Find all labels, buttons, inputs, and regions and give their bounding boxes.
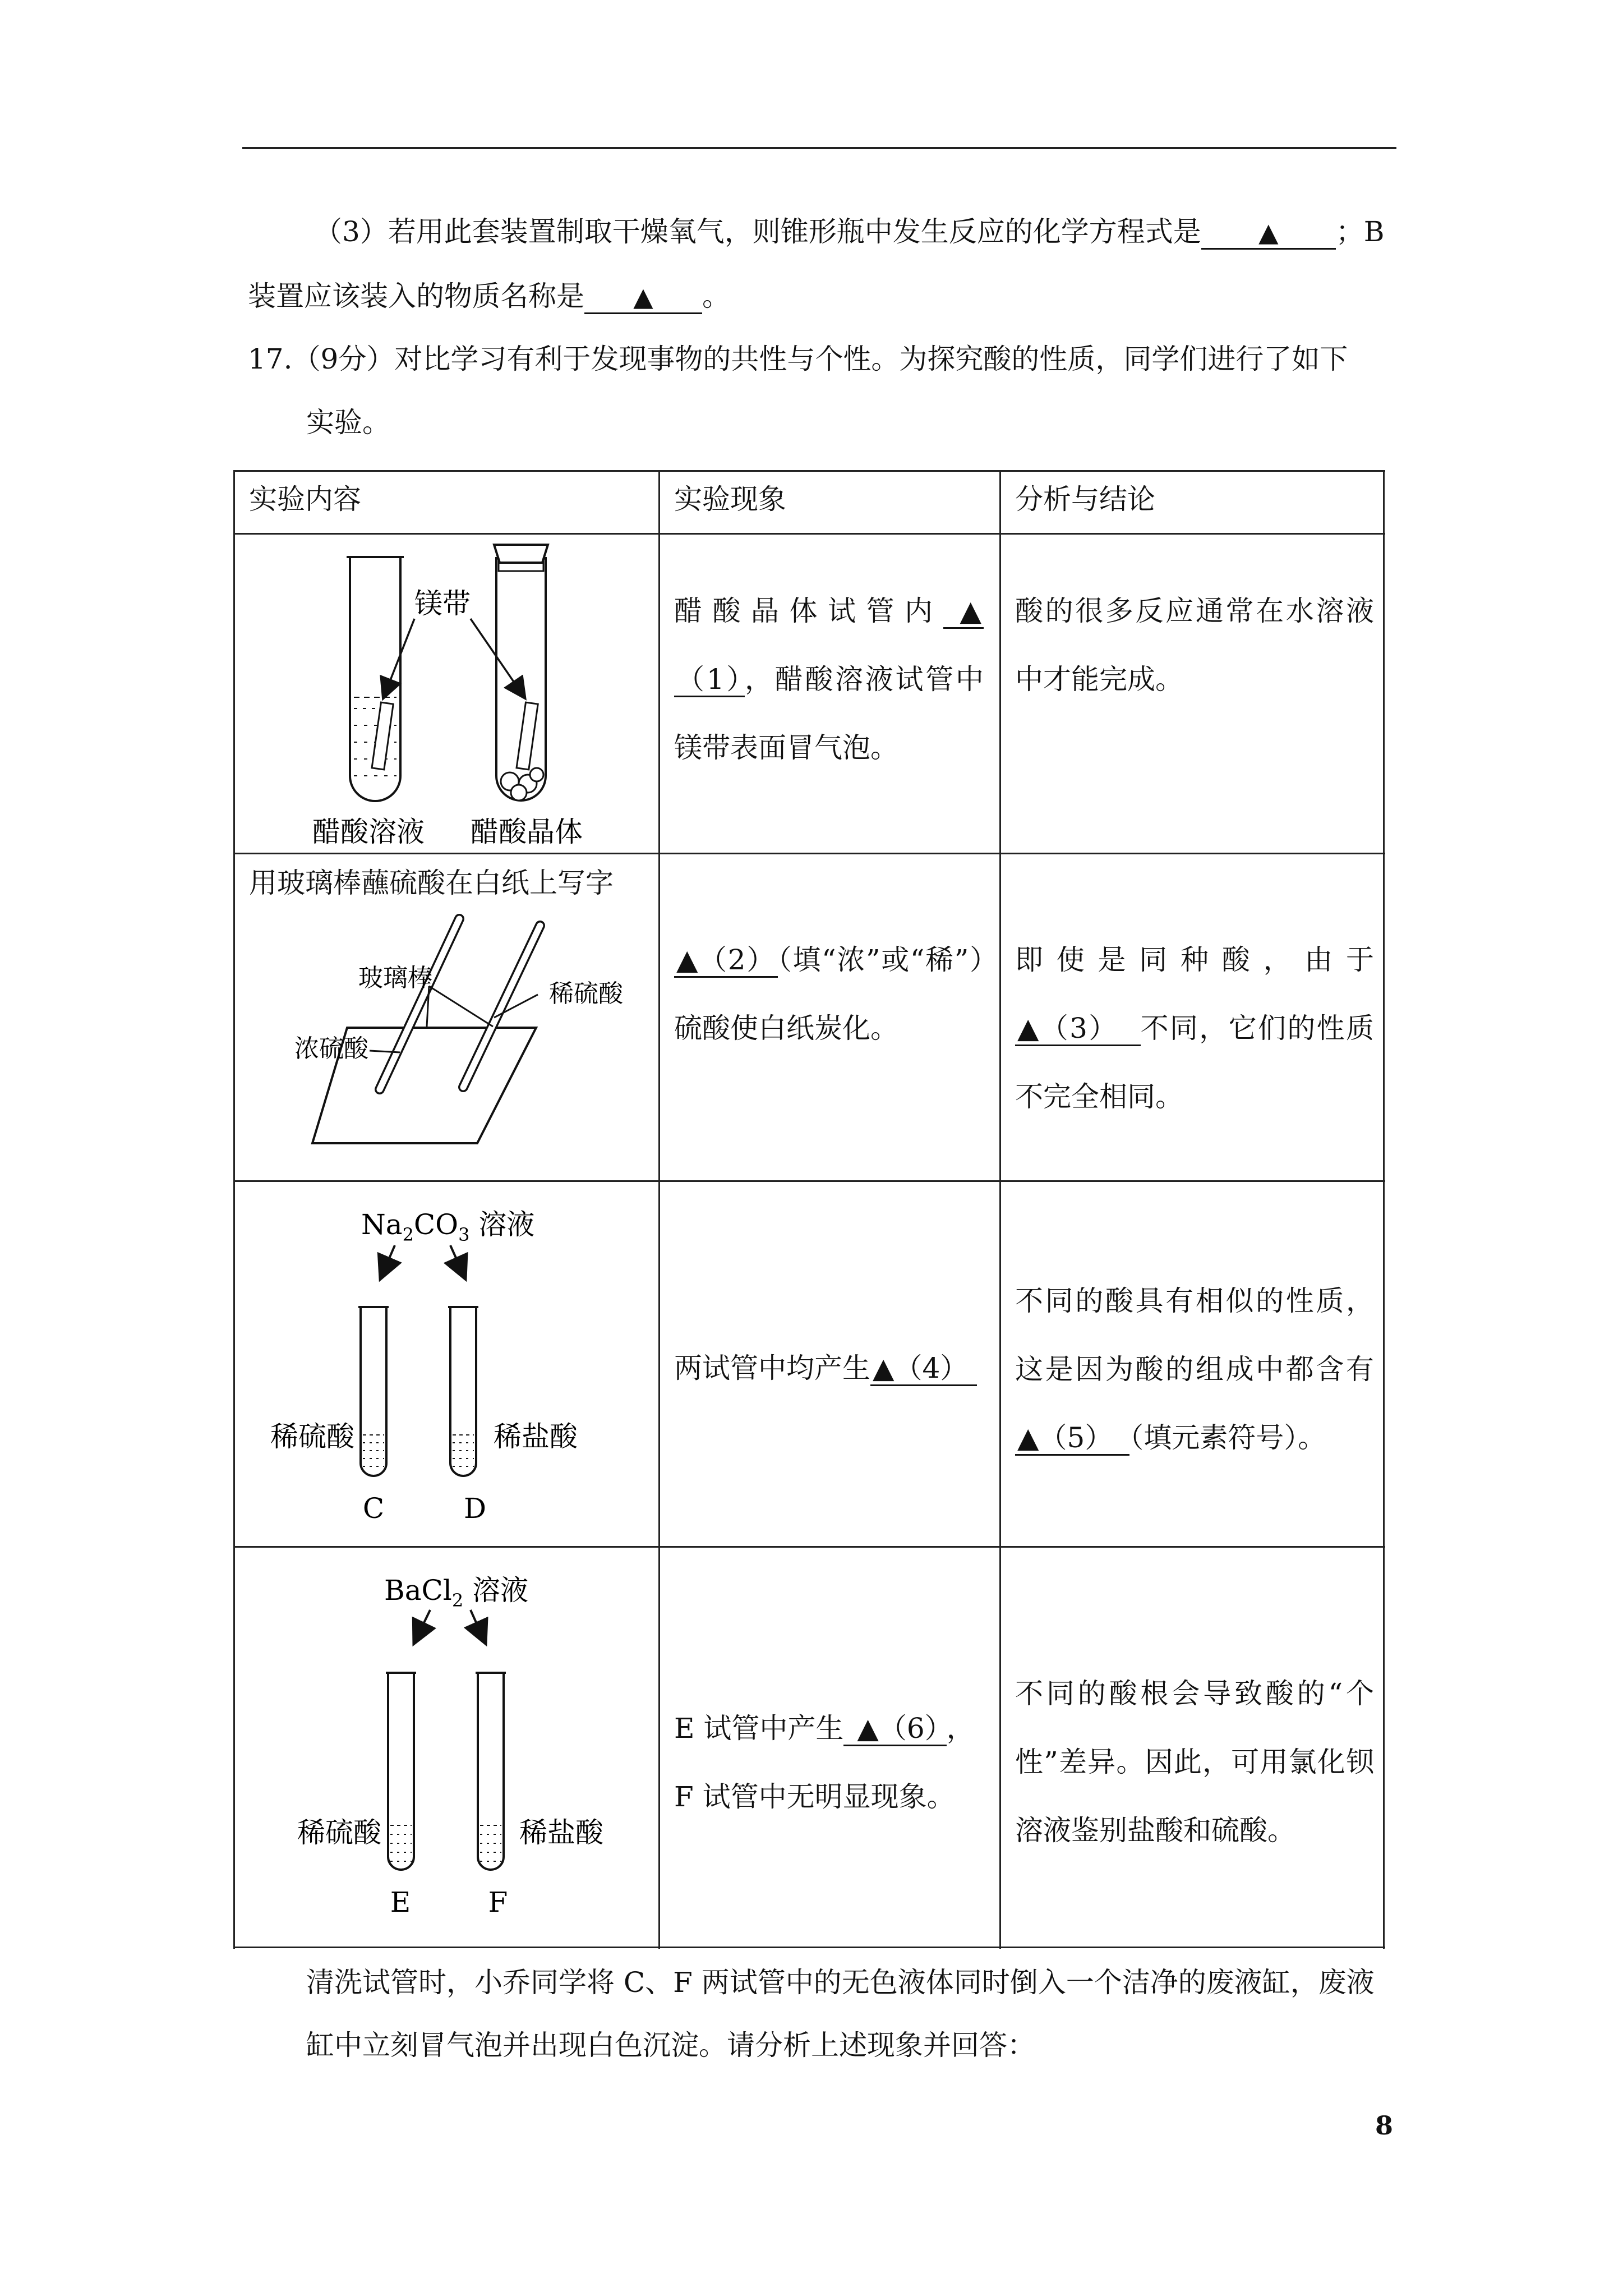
magnesium-ribbon-icon [372, 702, 393, 770]
followup-line1: 清洗试管时，小乔同学将 C、F 两试管中的无色液体同时倒入一个洁净的废液缸，废液 [306, 1966, 1375, 1999]
dilute-sulfuric-label: 稀硫酸 [297, 1816, 381, 1849]
barium-chloride-figure [235, 1548, 658, 1945]
page-number: 8 [1375, 2110, 1394, 2141]
row1-conclusion: 酸的很多反应通常在水溶液中才能完成。 [1015, 595, 1374, 696]
tube-d-label: D [463, 1492, 487, 1525]
header-content: 实验内容 [249, 483, 361, 516]
followup-line2: 缸中立刻冒气泡并出现白色沉淀。请分析上述现象并回答： [306, 2029, 1035, 2062]
magnesium-tube-figure [235, 535, 658, 852]
test-tube-icon [386, 1673, 416, 1870]
stopper-icon [494, 545, 548, 563]
tube-c-label: C [362, 1492, 385, 1525]
q17-intro-line2: 实验。 [306, 406, 390, 439]
q16-3-line2: 装置应该装入的物质名称是 ▲ 。 [248, 279, 730, 314]
answer-blank: ▲（4） [870, 1352, 977, 1386]
row3-conclusion: 不同的酸具有相似的性质，这是因为酸的组成中都含有▲（5） （填元素符号）。 [1015, 1267, 1374, 1472]
q17-intro-line1: 17.（9分）对比学习有利于发现事物的共性与个性。为探究酸的性质，同学们进行了如下 [248, 343, 1348, 375]
answer-blank: ▲ [1201, 216, 1336, 250]
dilute-hydrochloric-label: 稀盐酸 [519, 1816, 603, 1849]
tube-e-label: E [390, 1886, 411, 1918]
sodium-carbonate-figure [235, 1182, 658, 1545]
tube-f-label: F [488, 1886, 508, 1918]
test-tube-icon [358, 1307, 389, 1476]
answer-blank: ▲（5） [1015, 1421, 1129, 1456]
dilute-hydrochloric-label: 稀盐酸 [494, 1420, 578, 1453]
row2-title: 用玻璃棒蘸硫酸在白纸上写字 [249, 867, 614, 899]
row3-phenomenon: 两试管中均产生▲（4） [674, 1334, 988, 1402]
dilute-sulfuric-label: 稀硫酸 [270, 1420, 354, 1453]
answer-blank: ▲（2） [674, 944, 778, 978]
row2-conclusion: 即使是同种酸，由于▲（3） 不同，它们的性质不完全相同。 [1015, 944, 1375, 1113]
header-rule [242, 147, 1396, 149]
table-border [1383, 470, 1385, 1949]
header-conclusion: 分析与结论 [1015, 483, 1155, 516]
row4-phenomenon: E 试管中产生 ▲（6） ， F 试管中无明显现象。 [674, 1712, 975, 1813]
test-tube-icon [476, 1673, 506, 1870]
concentrated-acid-label: 浓硫酸 [294, 1034, 368, 1063]
table-border [233, 853, 1385, 854]
header-phenomenon: 实验现象 [674, 483, 786, 516]
row1-phenomenon: 醋酸晶体试管内 ▲（1），醋酸溶液试管中镁带表面冒气泡。 [674, 595, 984, 764]
glass-rod-figure [235, 902, 658, 1179]
row2-phenomenon: ▲（2）（填“浓”或“稀”）硫酸使白纸炭化。 [674, 944, 984, 1045]
sodium-carbonate-label: $Na_2CO_3$ 溶液 [361, 1208, 535, 1245]
magnesium-ribbon-icon [517, 702, 538, 770]
table-border [233, 1947, 1385, 1948]
test-tube-icon [448, 1307, 478, 1476]
table-border [658, 470, 660, 1949]
acetic-solution-label: 醋酸溶液 [312, 816, 425, 848]
answer-blank: ▲（3） [1015, 1012, 1141, 1046]
magnesium-tape-label: 镁带 [414, 587, 471, 620]
glass-rod-label: 玻璃棒 [358, 964, 432, 992]
table-border [999, 470, 1001, 1949]
barium-chloride-label: BaCl$_2$ 溶液 [384, 1574, 529, 1611]
row4-conclusion: 不同的酸根会导致酸的“个性”差异。因此，可用氯化钡溶液鉴别盐酸和硫酸。 [1015, 1677, 1374, 1847]
dilute-acid-label: 稀硫酸 [549, 979, 623, 1008]
table-border [233, 1546, 1385, 1548]
answer-blank: ▲ [584, 280, 702, 314]
table-border [233, 1180, 1385, 1182]
table-border [233, 470, 1385, 472]
acetic-crystal-label: 醋酸晶体 [471, 816, 583, 848]
answer-blank-number: （1） [674, 663, 745, 697]
q16-3-line1: （3）若用此套装置制取干燥氧气，则锥形瓶中发生反应的化学方程式是 ▲ ；B [314, 215, 1385, 250]
experiment-table [233, 470, 1385, 1949]
answer-blank: ▲ [943, 595, 984, 629]
answer-blank: ▲（6） [843, 1712, 946, 1746]
